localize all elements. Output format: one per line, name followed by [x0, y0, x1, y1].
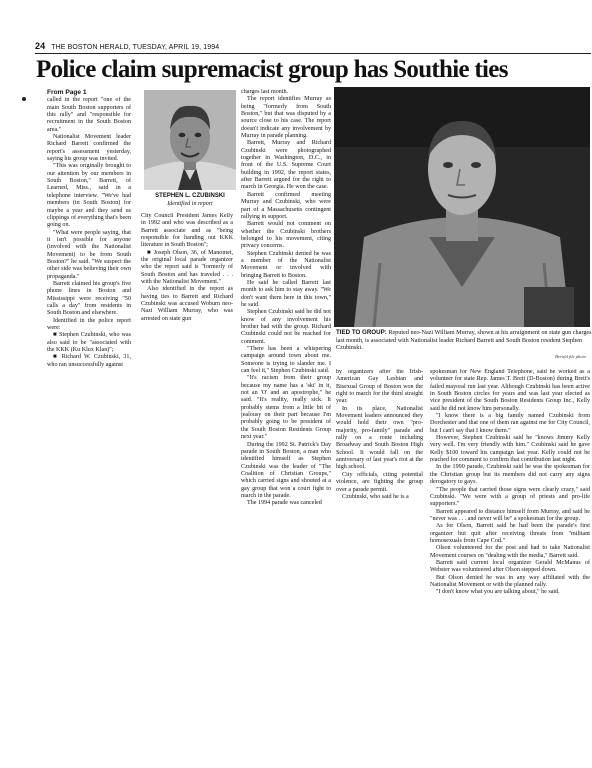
margin-dot — [22, 97, 26, 101]
paragraph: City Council President James Kelly in 1992 and who was described as a Barrett associate and as "being responsible for handing out KKK literature in South Boston"; — [141, 213, 233, 249]
mug-shot-subtitle: Identified in report — [167, 201, 213, 207]
paragraph: called in the report "one of the main South Boston supporters of this rally" and "responsible for recruitment in the South Boston area." — [47, 97, 131, 133]
paragraph: The 1994 parade was canceled — [247, 500, 322, 507]
article-column-2 — [141, 213, 233, 723]
article-column-5 — [430, 369, 590, 763]
paragraph: Barrett would not comment on whether the Czubinski brothers belonged to his movement, citing privacy concerns. — [241, 221, 331, 250]
paragraph: "I know there is a big family named Czubinski from Dorchester and that one of them ran against me for City Council, but I can't say that I know them." — [430, 413, 590, 434]
paragraph: spokesman for New England Telephone, said he worked as a volunteer for state Rep. James T. Brett (D-Boston) during Brett's failed mayoral run last year. Although Czubinski has been active in South Boston circles for years and was last year elected as vice president of the South Boston Residents Group Inc., Kelly said he did not know him personally. — [430, 369, 590, 412]
paragraph: Barrett, Murray and Richard Czubinski were photographed together in Washington, D.C., in front of the U.S. Supreme Court building in 1992, the report states, after Barrett argued for the right to march in Georgia. He won the case. — [241, 140, 331, 191]
mug-shot-name: STEPHEN L. CZUBINSKI — [155, 193, 225, 199]
folio-rule — [35, 53, 591, 54]
paragraph: "The people that carried those signs were clearly crazy," said Czubinski. "We were with a group of priests and pro-life supporters." — [430, 486, 590, 508]
caption-lead: TIED TO GROUP: — [336, 329, 387, 336]
paragraph: The report identifies Murray as being "formerly from South Boston," but that was disputed by a source close to his case. The report doesn't indicate any involvement by Murray in parade planning. — [241, 96, 331, 140]
murray-photo — [334, 87, 590, 327]
paragraph: "I don't know what you are talking about," he said. — [436, 589, 560, 596]
paragraph: He said he called Barrett last month to ask him to stay away. "We don't want them here in this town," he said. — [241, 279, 331, 308]
paragraph: Barrett appeared to distance himself from Murray, and said he "never was . . . and never will be" a spokesman for the group. — [430, 508, 590, 522]
paragraph: ■ Richard W. Czubinski, 31, who ran unsuccessfully against — [47, 354, 131, 368]
paragraph: Czubinski, who said he is a — [342, 493, 409, 500]
photo-caption — [336, 329, 592, 363]
paragraph: "There has been a whispering campaign around town about me. Someone is trying to slander me. I can feel it," Stephen Czubinski said. — [241, 346, 331, 375]
paragraph: "This was originally brought to our attention by our members in South Boston," Barrett, of Learned, Miss., said in a telephone interview. "We've had members (in South Boston) for maybe a year and they send us clippings of everything that's been going on. — [47, 163, 131, 229]
paragraph: Barrett confirmed meeting Murray and Czubinski, who were part of a Massachusetts contingent rallying in support. — [241, 191, 331, 220]
paragraph: In its place, Nationalist Movement leaders announced they would hold their own "pro-majority, pro-family" parade and rally on a route including Broadway and South Boston High School. It would fall on the anniversary of last year's riot at the high school. — [336, 405, 423, 471]
photo-credit: Herald file photo — [555, 354, 586, 359]
caption-text: Reputed neo-Nazi William Murray, shown at his arraignment on state gun charges last month, is associated with Nationalist leader Richard Barrett and South Boston resident Stephen Czubinski. — [336, 329, 592, 352]
jump-line: From Page 1 — [47, 89, 87, 96]
paragraph: charges last month. — [241, 89, 289, 95]
paragraph: Also identified in the report as having ties to Barrett and Richard Czubinski was accused Woburn neo-Nazi William Murray, who was arrested on state gun — [141, 286, 233, 322]
paragraph: As for Olson, Barrett said he had been the parade's first organizer but quit after receiving threats from "militant homosexuals from Cape Cod." — [430, 523, 590, 544]
article-column-1 — [47, 89, 131, 708]
headline: Police claim supremacist group has Southie ties — [36, 56, 508, 83]
paragraph: Barrett said current local organizer Gerald McManus of Webster was volunteered after Olson stepped down. — [430, 559, 590, 574]
paragraph: ■ Joseph Olson, 36, of Manomet, the original local parade organizer who the report said is "formerly of South Boston and has traveled . . . with the Nationalist Movement." — [141, 249, 233, 286]
paragraph: But Olson denied he was in any way affiliated with the Nationalist Movement or with the planned rally. — [430, 574, 590, 588]
dateline: THE BOSTON HERALD, TUESDAY, APRIL 19, 1994 — [51, 44, 220, 51]
paragraph: ■ Stephen Czubinski, who was also said to be "associated with the KKK (Ku Klux Klan)"; — [47, 332, 131, 354]
paragraph: Olson volunteered for the post and had to take Nationalist Movement courses on "dealing with the media," Barrett said. — [430, 545, 590, 559]
article-column-3 — [241, 89, 331, 709]
paragraph: "What were people saying, that it isn't possible for anyone (involved with the Nationalist Movement) to be from South Boston?" he said. "We suspect the other side was believing their own propaganda." — [47, 229, 131, 280]
paragraph: In the 1990 parade, Czubinski said he was the spokesman for the Christian group but its members did not carry any signs derogatory to gays. — [430, 464, 590, 486]
page-number: 24 — [35, 41, 46, 51]
mug-shot-photo — [144, 90, 236, 190]
paragraph: City officials, citing potential violence, are fighting the group over a parade permit. — [336, 471, 423, 493]
paragraph: Stephen Czubinski said he did not know of any involvement his brother had with the group. Richard Czubinski could not be reached for comment. — [241, 309, 331, 345]
paragraph: Barrett claimed his group's five phone lines in Boston and Mississippi were receiving "50 calls a day" from residents in South Boston and elsewhere. — [47, 280, 131, 317]
folio-line — [35, 41, 591, 52]
paragraph: During the 1992 St. Patrick's Day parade in South Boston, a man who identified himself as Stephen Czubinski was the leader of "The Coalition of Christian Groups," which carried signs and shouted at a gay group that won a court fight to march in the parade. — [241, 441, 331, 499]
article-column-4 — [336, 369, 423, 699]
paragraph: Stephen Czubinski denied he was a member of the Nationalist Movement or involved with bringing Barrett to Boston. — [241, 250, 331, 279]
paragraph: Identified in the police report were: — [47, 317, 131, 331]
paragraph: However, Stephen Czubinski said he "knows Jimmy Kelly very well. I'm very friendly with him." Czubinski said he gave Kelly $100 toward his campaign last year. Kelly could not be reached for comment to confirm that contribution last night. — [430, 435, 590, 464]
paragraph: by organizers after the Irish-American Gay Lesbian and Bisexual Group of Boston won the right to march for the third straight year. — [336, 369, 423, 405]
paragraph: "It's racism from their group because my name has a 'ski' in it, not an 'O' and an apostrophe," he said. "It's reality, really sick. It probably stems from a little bit of jealousy on their part because I'm probably going to be president of the South Boston Residents Group next year." — [241, 375, 331, 441]
paragraph: Nationalist Movement leader Richard Barrett confirmed the report's assessment yesterday, saying his group was invited. — [47, 134, 131, 163]
